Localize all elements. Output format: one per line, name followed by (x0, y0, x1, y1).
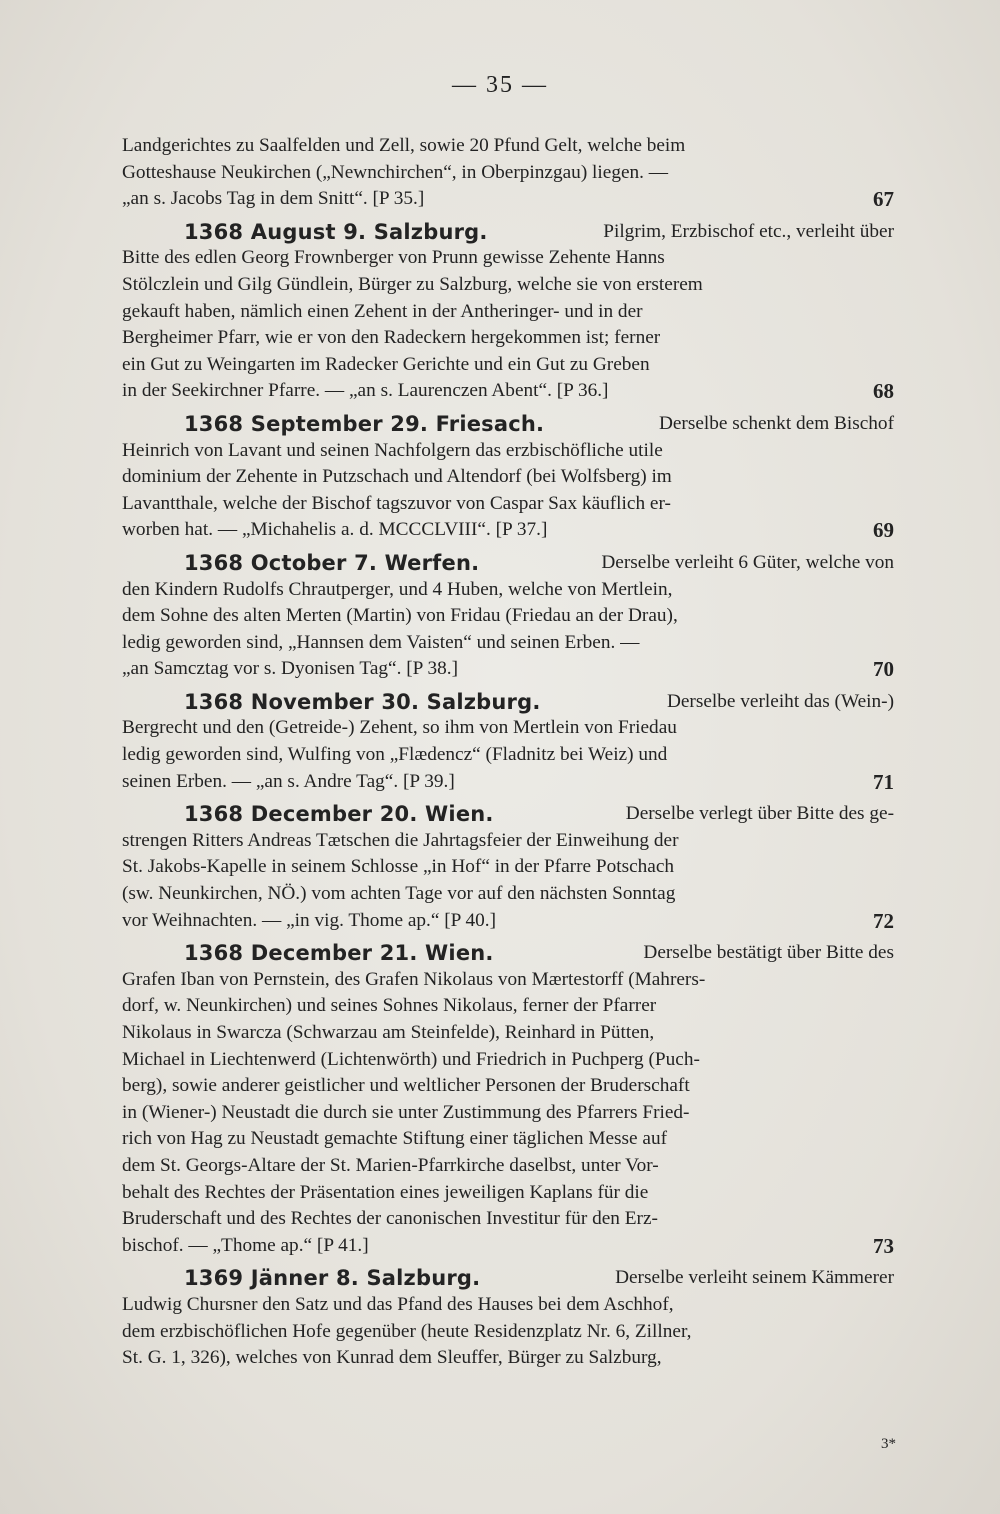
line-text: gekauft haben, nämlich einen Zehent in der Antheringer- und in der (122, 300, 643, 322)
line-text: Grafen Iban von Pernstein, des Grafen Nikolaus von Mærtestorff (Mahrers- (122, 968, 706, 990)
text-line (122, 272, 894, 299)
text-line (122, 967, 894, 994)
line-text: Lavantthale, welche der Bischof tagszuvor von Caspar Sax käuflich er- (122, 492, 671, 514)
line-text: dem St. Georgs-Altare der St. Marien-Pfarrkirche daselbst, unter Vor- (122, 1154, 659, 1176)
text-line (122, 715, 894, 742)
text-line (122, 828, 894, 855)
text-line (122, 603, 894, 630)
regest-entry (122, 219, 894, 405)
line-text: Bergheimer Pfarr, wie er von den Radeckern hergekommen ist; ferner (122, 327, 661, 349)
entry-number: 70 (873, 657, 894, 682)
line-text: Ludwig Chursner den Satz und das Pfand des Hauses bei dem Aschhof, (122, 1293, 674, 1315)
regest-entry (122, 411, 894, 544)
line-text: bischof. — „Thome ap.“ [P 41.] (122, 1234, 369, 1256)
line-text: dem erzbischöflichen Hofe gegenüber (heute Residenzplatz Nr. 6, Zillner, (122, 1320, 692, 1342)
line-text: Derselbe verleiht seinem Kämmerer (615, 1267, 894, 1289)
line-text: ledig geworden sind, „Hannsen dem Vaisten“ und seinen Erben. — (122, 631, 640, 653)
signature-mark: 3* (881, 1436, 896, 1452)
text-line (122, 993, 894, 1020)
text-line (122, 1073, 894, 1100)
text-line (122, 1319, 894, 1346)
line-text: Heinrich von Lavant und seinen Nachfolgern das erzbischöfliche utile (122, 439, 663, 461)
line-text: Bergrecht und den (Getreide-) Zehent, so ihm von Mertlein von Friedau (122, 717, 677, 739)
regest-entry (122, 801, 894, 934)
line-text: den Kindern Rudolfs Chrautperger, und 4 Huben, welche von Mertlein, (122, 578, 673, 600)
regest-entry (122, 689, 894, 795)
text-line (122, 464, 894, 491)
text-line (122, 940, 894, 967)
regest-entry (122, 133, 894, 213)
text-line (122, 630, 894, 657)
line-text: St. Jakobs-Kapelle in seinem Schlosse „in Hof“ in der Pfarre Potschach (122, 856, 675, 878)
line-text: Bruderschaft und des Rechtes der canonischen Investitur für den Erz- (122, 1208, 658, 1230)
text-line (122, 411, 894, 438)
text-line (122, 186, 894, 213)
text-line (122, 1292, 894, 1319)
text-line (122, 742, 894, 769)
entry-heading: 1368 October 7. Werfen. (184, 550, 480, 575)
text-line (122, 1345, 894, 1372)
line-text: „an Samcztag vor s. Dyonisen Tag“. [P 38.] (122, 658, 458, 680)
text-line (122, 517, 894, 544)
line-text: in (Wiener-) Neustadt die durch sie unter Zustimmung des Pfarrers Fried- (122, 1101, 690, 1123)
text-line (122, 577, 894, 604)
text-line (122, 881, 894, 908)
line-text: Michael in Liechtenwerd (Lichtenwörth) und Friedrich in Puchperg (Puch- (122, 1048, 700, 1070)
line-text: Gotteshause Neukirchen („Newnchirchen“, in Oberpinzgau) liegen. — (122, 161, 669, 183)
text-line (122, 1100, 894, 1127)
text-line (122, 491, 894, 518)
entry-heading: 1368 November 30. Salzburg. (184, 689, 541, 714)
line-text: rich von Hag zu Neustadt gemachte Stiftung einer täglichen Messe auf (122, 1128, 668, 1150)
text-line (122, 769, 894, 796)
text-line (122, 801, 894, 828)
line-text: Landgerichtes zu Saalfelden und Zell, sowie 20 Pfund Gelt, welche beim (122, 135, 686, 156)
line-text: dorf, w. Neunkirchen) und seines Sohnes Nikolaus, ferner der Pfarrer (122, 995, 657, 1017)
text-line (122, 133, 894, 160)
regest-entry (122, 550, 894, 683)
line-text: St. G. 1, 326), welches von Kunrad dem Sleuffer, Bürger zu Salzburg, (122, 1347, 662, 1369)
text-line (122, 1020, 894, 1047)
line-text: Derselbe schenkt dem Bischof (658, 412, 894, 434)
line-text: Derselbe verleiht das (Wein-) (666, 690, 894, 712)
entry-heading: 1368 December 21. Wien. (184, 941, 494, 966)
entry-number: 72 (873, 908, 894, 933)
line-text: Pilgrim, Erzbischof etc., verleiht über (603, 220, 894, 242)
text-line (122, 299, 894, 326)
entry-heading: 1368 August 9. Salzburg. (184, 219, 488, 244)
regest-entry (122, 940, 894, 1259)
text-line (122, 1265, 894, 1292)
line-text: „an s. Jacobs Tag in dem Snitt“. [P 35.] (122, 188, 425, 210)
text-line (122, 1233, 894, 1260)
line-text: Stölczlein und Gilg Gündlein, Bürger zu Salzburg, welche sie von ersterem (122, 273, 703, 295)
entry-heading: 1368 December 20. Wien. (184, 802, 494, 827)
text-line (122, 1180, 894, 1207)
line-text: ledig geworden sind, Wulfing von „Flædencz“ (Fladnitz bei Weiz) und (122, 744, 668, 766)
text-line (122, 438, 894, 465)
line-text: seinen Erben. — „an s. Andre Tag“. [P 39.] (122, 770, 455, 792)
line-text: Derselbe bestätigt über Bitte des (643, 942, 894, 964)
text-line (122, 219, 894, 246)
entry-number: 68 (873, 379, 894, 404)
text-line (122, 689, 894, 716)
page-number: — 35 — (452, 72, 548, 98)
text-line (122, 1047, 894, 1074)
text-line (122, 352, 894, 379)
entry-number: 73 (873, 1233, 894, 1258)
regest-entry (122, 1265, 894, 1371)
line-text: Derselbe verleiht 6 Güter, welche von (601, 551, 894, 573)
entry-heading: 1369 Jänner 8. Salzburg. (184, 1266, 481, 1291)
text-line (122, 325, 894, 352)
line-text: (sw. Neunkirchen, NÖ.) vom achten Tage vor auf den nächsten Sonntag (122, 883, 676, 905)
text-line (122, 1153, 894, 1180)
line-text: behalt des Rechtes der Präsentation eines jeweiligen Kaplans für die (122, 1181, 649, 1203)
text-line (122, 378, 894, 405)
line-text: dem Sohne des alten Merten (Martin) von Fridau (Friedau an der Drau), (122, 605, 678, 627)
text-line (122, 1126, 894, 1153)
entry-number: 69 (873, 518, 894, 543)
line-text: Nikolaus in Swarcza (Schwarzau am Steinfelde), Reinhard in Pütten, (122, 1022, 655, 1043)
text-line (122, 908, 894, 935)
line-text: Bitte des edlen Georg Frownberger von Prunn gewisse Zehente Hanns (122, 247, 665, 269)
line-text: vor Weihnachten. — „in vig. Thome ap.“ [P 40.] (122, 909, 496, 931)
entry-number: 67 (873, 187, 894, 212)
entry-heading: 1368 September 29. Friesach. (184, 411, 545, 436)
text-line (122, 550, 894, 577)
text-line (122, 854, 894, 881)
line-text: dominium der Zehente in Putzschach und Altendorf (bei Wolfsberg) im (122, 466, 672, 488)
text-line (122, 245, 894, 272)
text-line (122, 1206, 894, 1233)
line-text: Derselbe verlegt über Bitte des ge- (625, 803, 894, 825)
line-text: berg), sowie anderer geistlicher und weltlicher Personen der Bruderschaft (122, 1075, 690, 1097)
text-line (122, 160, 894, 187)
text-line (122, 656, 894, 683)
line-text: in der Seekirchner Pfarre. — „an s. Laurenczen Abent“. [P 36.] (122, 380, 609, 402)
line-text: ein Gut zu Weingarten im Radecker Gerichte und ein Gut zu Greben (122, 353, 650, 375)
line-text: worben hat. — „Michahelis a. d. MCCCLVIII“. [P 37.] (122, 519, 548, 541)
document-body (122, 133, 894, 1372)
entry-number: 71 (873, 769, 894, 794)
line-text: strengen Ritters Andreas Tætschen die Jahrtagsfeier der Einweihung der (122, 829, 679, 851)
